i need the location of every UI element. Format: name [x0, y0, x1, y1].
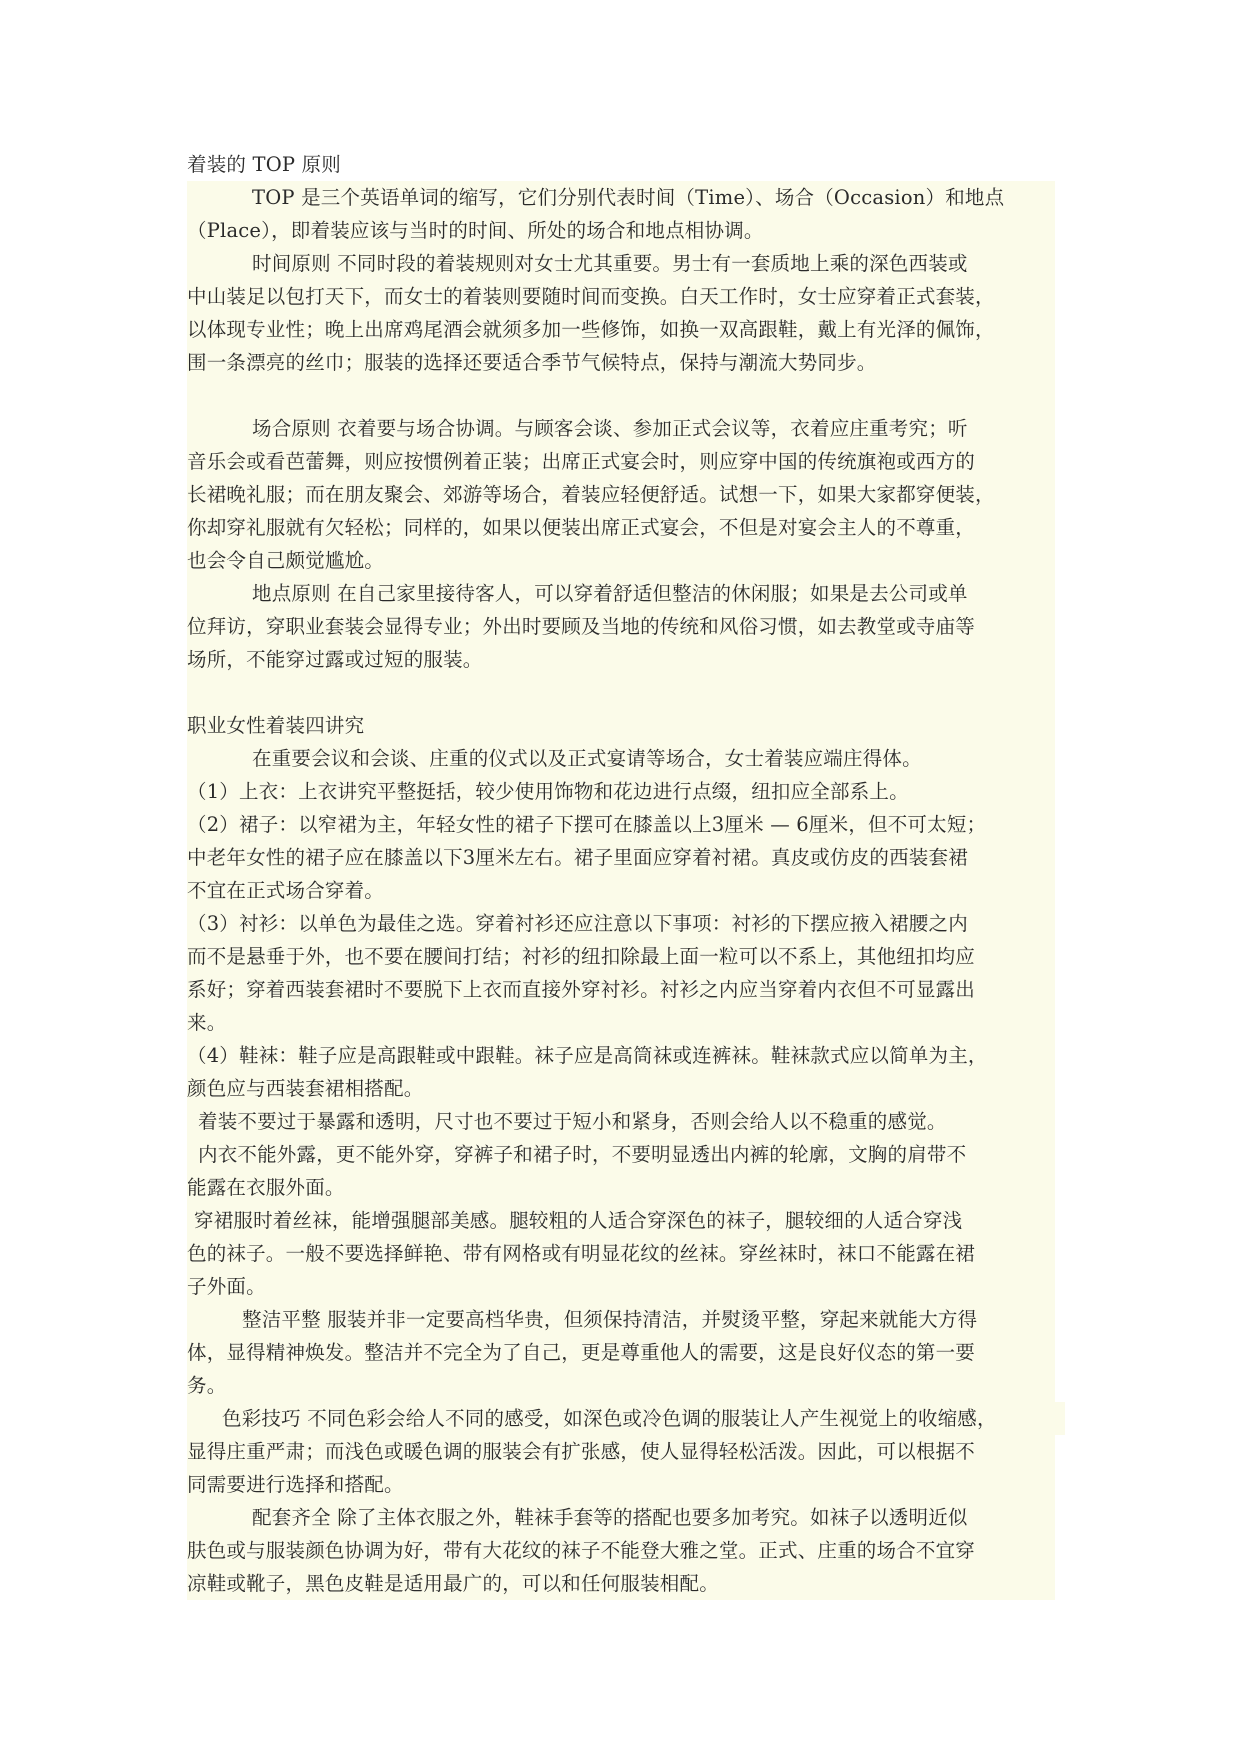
paragraph-line: 你却穿礼服就有欠轻松；同样的，如果以便装出席正式宴会，不但是对宴会主人的不尊重，: [187, 511, 1055, 544]
paragraph-line: 场所，不能穿过露或过短的服装。: [187, 643, 1055, 676]
paragraph-line: 内衣不能外露，更不能外穿，穿裤子和裙子时，不要明显透出内裤的轮廓，文胸的肩带不: [187, 1138, 1055, 1171]
paragraph-line: 着装不要过于暴露和透明，尺寸也不要过于短小和紧身，否则会给人以不稳重的感觉。: [187, 1105, 1055, 1138]
paragraph-line: 务。: [187, 1369, 1055, 1402]
paragraph-accessories: [187, 1501, 1055, 1600]
paragraph-line: 穿裙服时着丝袜，能增强腿部美感。腿较粗的人适合穿深色的袜子，腿较细的人适合穿浅: [187, 1204, 1055, 1237]
paragraph-time-principle: [187, 247, 1055, 379]
paragraph-line: （3）衬衫：以单色为最佳之选。穿着衬衫还应注意以下事项：衬衫的下摆应掖入裙腰之内: [187, 907, 1055, 940]
paragraph-line: 体，显得精神焕发。整洁并不完全为了自己，更是尊重他人的需要，这是良好仪态的第一要: [187, 1336, 1055, 1369]
paragraph-line: （4）鞋袜：鞋子应是高跟鞋或中跟鞋。袜子应是高筒袜或连裤袜。鞋袜款式应以简单为主，: [187, 1039, 1055, 1072]
list-item-top: [187, 775, 1055, 808]
paragraph-line: 肤色或与服装颜色协调为好，带有大花纹的袜子不能登大雅之堂。正式、庄重的场合不宜穿: [187, 1534, 1055, 1567]
paragraph-line: 显得庄重严肃；而浅色或暖色调的服装会有扩张感，使人显得轻松活泼。因此，可以根据不: [187, 1435, 1055, 1468]
paragraph-place-principle: [187, 577, 1055, 676]
paragraph-line: 色的袜子。一般不要选择鲜艳、带有网格或有明显花纹的丝袜。穿丝袜时，袜口不能露在裙: [187, 1237, 1055, 1270]
document-body: [187, 148, 1055, 1600]
paragraph-line: 中老年女性的裙子应在膝盖以下3厘米左右。裙子里面应穿着衬裙。真皮或仿皮的西装套裙: [187, 841, 1055, 874]
paragraph-line: （1）上衣：上衣讲究平整挺括，较少使用饰物和花边进行点缀，纽扣应全部系上。: [187, 775, 1055, 808]
paragraph-line: 中山装足以包打天下，而女士的着装则要随时间而变换。白天工作时，女士应穿着正式套装，: [187, 280, 1055, 313]
list-item-shoes-socks: [187, 1039, 1055, 1105]
paragraph-top-intro: [187, 181, 1055, 247]
paragraph-line: 以体现专业性；晚上出席鸡尾酒会就须多加一些修饰，如换一双高跟鞋，戴上有光泽的佩饰，: [187, 313, 1055, 346]
paragraph-neat: [187, 1303, 1055, 1402]
paragraph-color: [187, 1402, 1055, 1501]
blank-line: [187, 676, 1055, 709]
paragraph-line: TOP 是三个英语单词的缩写，它们分别代表时间（Time）、场合（Occasion）和地点: [187, 181, 1055, 214]
paragraph-line: 而不是悬垂于外，也不要在腰间打结；衬衫的纽扣除最上面一粒可以不系上，其他纽扣均应: [187, 940, 1055, 973]
paragraph-line: 地点原则 在自己家里接待客人，可以穿着舒适但整洁的休闲服；如果是去公司或单: [187, 577, 1055, 610]
paragraph-note-stockings: [187, 1204, 1055, 1303]
paragraph-line: 色彩技巧 不同色彩会给人不同的感受，如深色或冷色调的服装让人产生视觉上的收缩感，: [187, 1402, 1065, 1435]
paragraph-line: 子外面。: [187, 1270, 1055, 1303]
section-title-career-women: 职业女性着装四讲究: [187, 709, 1055, 742]
paragraph-line: 场合原则 衣着要与场合协调。与顾客会谈、参加正式会议等，衣着应庄重考究；听: [187, 412, 1055, 445]
paragraph-note-exposure: [187, 1105, 1055, 1138]
paragraph-line: 系好；穿着西装套裙时不要脱下上衣而直接外穿衬衫。衬衫之内应当穿着内衣但不可显露出: [187, 973, 1055, 1006]
title-top-principle: 着装的 TOP 原则: [187, 153, 342, 176]
paragraph-line: 位拜访，穿职业套装会显得专业；外出时要顾及当地的传统和风俗习惯，如去教堂或寺庙等: [187, 610, 1055, 643]
paragraph-occasion-principle: [187, 412, 1055, 577]
paragraph-line: 不宜在正式场合穿着。: [187, 874, 1055, 907]
paragraph-line: 时间原则 不同时段的着装规则对女士尤其重要。男士有一套质地上乘的深色西装或: [187, 247, 1055, 280]
paragraph-note-underwear: [187, 1138, 1055, 1204]
paragraph-line: 整洁平整 服装并非一定要高档华贵，但须保持清洁，并熨烫平整，穿起来就能大方得: [187, 1303, 1055, 1336]
paragraph-line: 能露在衣服外面。: [187, 1171, 1055, 1204]
paragraph-line: （2）裙子：以窄裙为主，年轻女性的裙子下摆可在膝盖以上3厘米 — 6厘米，但不可太短；: [187, 808, 1055, 841]
paragraph-line: （Place），即着装应该与当时的时间、所处的场合和地点相协调。: [187, 214, 1055, 247]
paragraph-line: 颜色应与西装套裙相搭配。: [187, 1072, 1055, 1105]
paragraph-line: 来。: [187, 1006, 1055, 1039]
paragraph-line: 同需要进行选择和搭配。: [187, 1468, 1055, 1501]
paragraph-section2-intro: 在重要会议和会谈、庄重的仪式以及正式宴请等场合，女士着装应端庄得体。: [187, 742, 1055, 775]
blank-line: [187, 379, 1055, 412]
list-item-shirt: [187, 907, 1055, 1039]
paragraph-line: 凉鞋或靴子，黑色皮鞋是适用最广的，可以和任何服装相配。: [187, 1567, 1055, 1600]
paragraph-line: 长裙晚礼服；而在朋友聚会、郊游等场合，着装应轻便舒适。试想一下，如果大家都穿便装，: [187, 478, 1055, 511]
list-item-skirt: [187, 808, 1055, 907]
paragraph-line: 配套齐全 除了主体衣服之外，鞋袜手套等的搭配也要多加考究。如袜子以透明近似: [187, 1501, 1055, 1534]
paragraph-line: 围一条漂亮的丝巾；服装的选择还要适合季节气候特点，保持与潮流大势同步。: [187, 346, 1055, 379]
paragraph-line: 音乐会或看芭蕾舞，则应按惯例着正装；出席正式宴会时，则应穿中国的传统旗袍或西方的: [187, 445, 1055, 478]
paragraph-line: 也会令自己颇觉尴尬。: [187, 544, 1055, 577]
